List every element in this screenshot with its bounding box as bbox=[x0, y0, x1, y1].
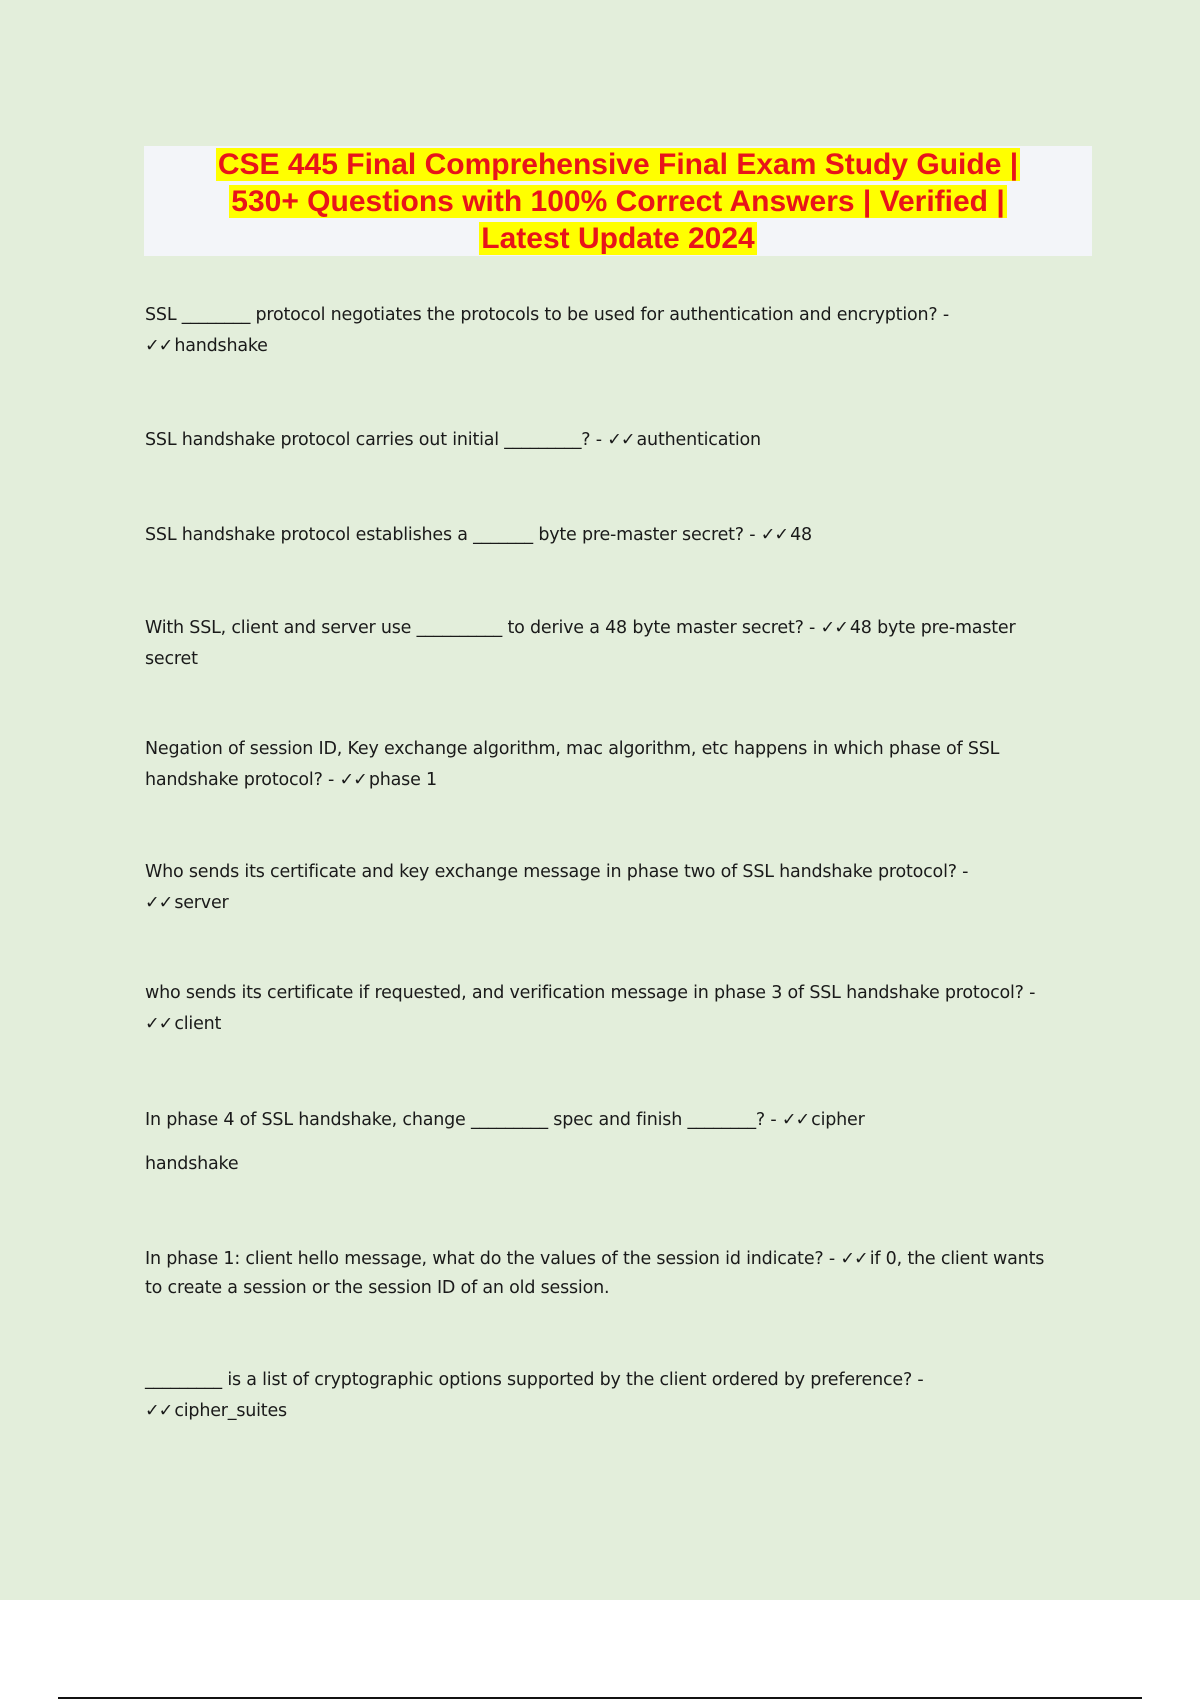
footer-rule bbox=[58, 1697, 1142, 1699]
double-check-icon: ✓✓ bbox=[840, 1249, 868, 1269]
answer-text: authentication bbox=[636, 430, 761, 450]
answer-text: phase 1 bbox=[368, 770, 437, 790]
question-text: _________ is a list of cryptographic options supported by the client ordered by preference? - bbox=[145, 1370, 924, 1390]
double-check-icon: ✓✓ bbox=[820, 618, 848, 638]
question-text: SSL ________ protocol negotiates the protocols to be used for authentication and encryption? - bbox=[145, 305, 949, 325]
question-text: SSL handshake protocol carries out initial _________? - bbox=[145, 430, 602, 450]
double-check-icon: ✓✓ bbox=[145, 336, 173, 356]
qa-item bbox=[145, 1365, 1095, 1427]
double-check-icon: ✓✓ bbox=[145, 1401, 173, 1421]
answer-text: 48 bbox=[790, 525, 812, 545]
qa-item bbox=[145, 300, 1095, 362]
question-text: Negation of session ID, Key exchange algorithm, mac algorithm, etc happens in which phase of SSL bbox=[145, 739, 1000, 759]
answer-continuation: secret bbox=[145, 649, 198, 669]
question-text: In phase 1: client hello message, what do the values of the session id indicate? - bbox=[145, 1249, 835, 1269]
qa-item bbox=[145, 1245, 1095, 1303]
answer-text: cipher bbox=[811, 1110, 865, 1130]
qa-item bbox=[145, 613, 1095, 675]
qa-item bbox=[145, 425, 1095, 456]
answer-text: if 0, the client wants bbox=[869, 1249, 1045, 1269]
document-title bbox=[144, 146, 1092, 256]
double-check-icon: ✓✓ bbox=[145, 893, 173, 913]
double-check-icon: ✓✓ bbox=[339, 770, 367, 790]
answer-text: handshake bbox=[174, 336, 268, 356]
answer-continuation: to create a session or the session ID of an old session. bbox=[145, 1278, 610, 1298]
double-check-icon: ✓✓ bbox=[607, 430, 635, 450]
question-continuation: handshake protocol? - bbox=[145, 770, 335, 790]
answer-continuation: handshake bbox=[145, 1154, 239, 1174]
double-check-icon: ✓✓ bbox=[145, 1014, 173, 1034]
qa-item bbox=[145, 978, 1095, 1040]
title-line: 530+ Questions with 100% Correct Answers | Verified | bbox=[231, 185, 1005, 218]
question-text: In phase 4 of SSL handshake, change _________ spec and finish ________? - bbox=[145, 1110, 777, 1130]
answer-text: server bbox=[174, 893, 229, 913]
title-line: CSE 445 Final Comprehensive Final Exam Study Guide | bbox=[217, 148, 1019, 181]
title-line: Latest Update 2024 bbox=[481, 222, 755, 255]
double-check-icon: ✓✓ bbox=[760, 525, 789, 545]
qa-item bbox=[145, 734, 1095, 796]
answer-text: cipher_suites bbox=[174, 1401, 287, 1421]
question-text: With SSL, client and server use __________ to derive a 48 byte master secret? - bbox=[145, 618, 816, 638]
question-text: Who sends its certificate and key exchange message in phase two of SSL handshake protocol? - bbox=[145, 862, 969, 882]
qa-item bbox=[145, 520, 1095, 551]
answer-text: client bbox=[174, 1014, 222, 1034]
double-check-icon: ✓✓ bbox=[781, 1110, 810, 1130]
qa-item bbox=[145, 857, 1095, 919]
qa-item bbox=[145, 1105, 1095, 1180]
answer-text: 48 byte pre-master bbox=[849, 618, 1016, 638]
question-text: SSL handshake protocol establishes a _______ byte pre-master secret? - bbox=[145, 525, 756, 545]
question-text: who sends its certificate if requested, and verification message in phase 3 of SSL handshake protocol? - bbox=[145, 983, 1036, 1003]
